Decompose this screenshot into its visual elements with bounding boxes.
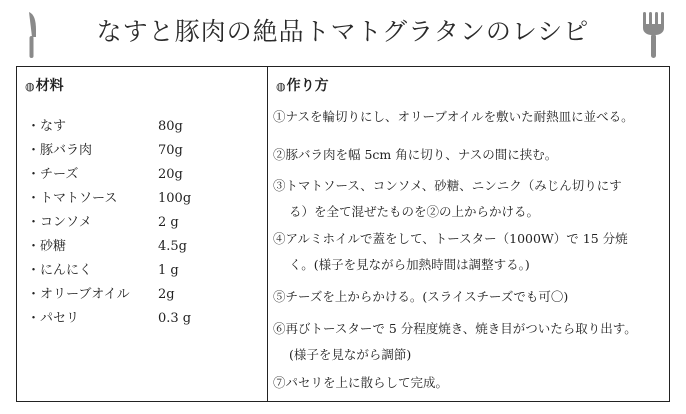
ingredient-amount: 100g bbox=[158, 191, 192, 206]
heading-mark-icon: ◍ bbox=[25, 80, 35, 93]
title-bar bbox=[0, 0, 686, 64]
ingredient-row bbox=[27, 139, 263, 163]
fork-icon bbox=[640, 10, 666, 60]
ingredient-row bbox=[27, 211, 263, 235]
step-item bbox=[273, 104, 667, 130]
steps-heading bbox=[276, 75, 329, 95]
ingredient-name: ・砂糖 bbox=[27, 239, 67, 254]
ingredient-name: ・パセリ bbox=[27, 311, 80, 326]
ingredient-amount: 1 g bbox=[158, 263, 179, 278]
step-item bbox=[273, 284, 667, 310]
ingredient-amount: 80g bbox=[158, 119, 183, 134]
step-text: ⑥再びトースターで 5 分程度焼き、焼き目がついたら取り出す。 bbox=[273, 321, 637, 336]
step-text: ④アルミホイルで蓋をして、トースター（1000W）で 15 分焼 bbox=[273, 231, 628, 246]
ingredient-row bbox=[27, 283, 263, 307]
ingredient-amount: 0.3 g bbox=[158, 311, 192, 326]
ingredient-name: ・オリーブオイル bbox=[27, 287, 130, 302]
ingredient-row bbox=[27, 235, 263, 259]
step-text: ②豚バラ肉を幅 5cm 角に切り、ナスの間に挟む。 bbox=[273, 147, 558, 162]
step-item bbox=[273, 173, 667, 225]
ingredient-name: ・トマトソース bbox=[27, 191, 118, 206]
recipe-box bbox=[16, 66, 670, 402]
step-item bbox=[273, 142, 667, 168]
step-text: ③トマトソース、コンソメ、砂糖、ニンニク（みじん切りにす bbox=[273, 178, 622, 193]
ingredient-amount: 70g bbox=[158, 143, 183, 158]
ingredient-row bbox=[27, 163, 263, 187]
ingredient-row bbox=[27, 259, 263, 283]
ingredient-row bbox=[27, 307, 263, 331]
step-text: ①ナスを輪切りにし、オリーブオイルを敷いた耐熱皿に並べる。 bbox=[273, 109, 634, 124]
steps-section bbox=[268, 67, 671, 401]
heading-mark-icon: ◍ bbox=[276, 80, 286, 93]
ingredients-list bbox=[27, 115, 263, 331]
ingredients-heading-label: 材料 bbox=[35, 78, 64, 94]
ingredients-heading bbox=[25, 75, 64, 95]
ingredient-name: ・コンソメ bbox=[27, 215, 92, 230]
ingredient-name: ・豚バラ肉 bbox=[27, 143, 93, 158]
step-text: く。(様子を見ながら加熱時間は調整する。) bbox=[289, 257, 530, 272]
ingredient-name: ・にんにく bbox=[27, 263, 93, 278]
ingredients-section bbox=[17, 67, 267, 401]
ingredient-amount: 20g bbox=[158, 167, 183, 182]
step-item bbox=[273, 370, 667, 396]
ingredient-amount: 4.5g bbox=[158, 239, 187, 254]
page-title: なすと豚肉の絶品トマトグラタンのレシピ bbox=[96, 17, 590, 46]
step-text: ⑦パセリを上に散らして完成。 bbox=[273, 375, 449, 390]
ingredient-row bbox=[27, 115, 263, 139]
ingredient-name: ・なす bbox=[27, 119, 67, 134]
step-text: る）を全て混ぜたものを②の上からかける。 bbox=[289, 204, 540, 219]
ingredient-name: ・チーズ bbox=[27, 167, 79, 182]
step-text: ⑤チーズを上からかける。(スライスチーズでも可〇) bbox=[273, 289, 569, 304]
steps-heading-label: 作り方 bbox=[286, 78, 329, 94]
step-item bbox=[273, 316, 667, 368]
ingredient-amount: 2g bbox=[158, 287, 175, 302]
step-item bbox=[273, 226, 667, 278]
step-text: (様子を見ながら調節) bbox=[289, 347, 412, 362]
ingredient-amount: 2 g bbox=[158, 215, 179, 230]
ingredient-row bbox=[27, 187, 263, 211]
knife-icon bbox=[22, 10, 40, 60]
